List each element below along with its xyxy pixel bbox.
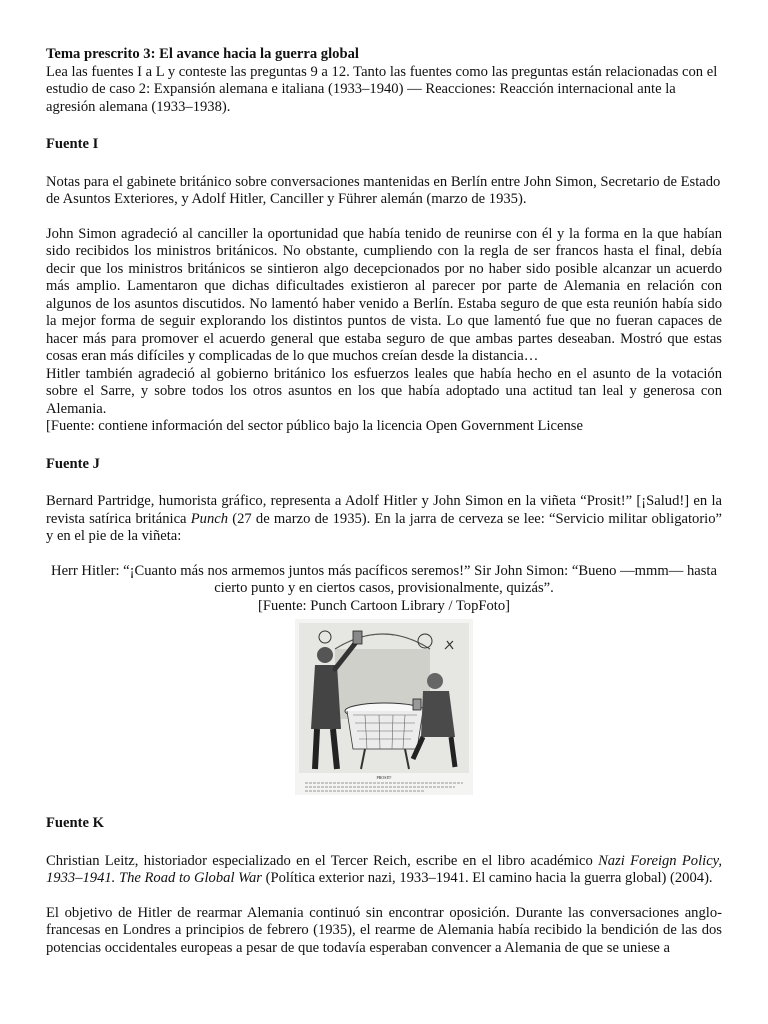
source-k-heading: Fuente K <box>46 815 104 831</box>
source-j-heading: Fuente J <box>46 455 100 472</box>
magazine-name: Punch <box>190 510 229 527</box>
prosit-cartoon-image <box>295 619 473 795</box>
cartoon-credit: [Fuente: Punch Cartoon Library / TopFoto] <box>257 597 511 614</box>
source-k-description-start: Christian Leitz, historiador especializado en el Tercer Reich, escribe en el libro académico <box>46 852 599 869</box>
source-i-paragraph: John Simon agradeció al canciller la oportunidad que había tenido de reunirse con él y la forma en la que habían sido recibidos los ministros británicos. No obstante, cumpliendo con la regla de ser francos hasta el final, debía decir que los ministros británicos se sintieron algo decepcionados por no haber sido posible alcanzar un acuerdo más amplio. Lamentaron que dichas dificultades existieron al parecer por parte de Alemania en relación con algunos de los asuntos discutidos. No lamentó haber venido a Berlín. Estaba seguro de que esta reunión había sido la mejor forma de seguir explorando los distintos puntos de vista. Lo que lamentó fue que no fueran capaces de hacer más para promover el acuerdo general que estaba seguro de que ambas partes deseaban. Mostró que estas cosas eran más difíciles y complicadas de lo que muchos creían desde la distancia… <box>46 225 722 364</box>
source-i-credit: [Fuente: contiene información del sector público bajo la licencia Open Government License <box>46 418 583 434</box>
source-i-paragraph-hitler: Hitler también agradeció al gobierno británico los esfuerzos leales que había hecho en el asunto de la votación sobre el Sarre, y sobre todos los otros asuntos en los que había adoptado una actitud tan leal y generosa con Alemania. <box>46 365 722 417</box>
source-j-description <box>46 493 722 546</box>
cartoon-title-text: PROSIT! <box>376 775 392 780</box>
source-i-description: Notas para el gabinete británico sobre conversaciones mantenidas en Berlín entre John Simon, Secretario de Estado de Asuntos Exteriores, y Adolf Hitler, Canciller y Führer alemán (marzo de 1935). <box>46 173 721 207</box>
book-title: Nazi Foreign Policy, 1933–1941. The Road to Global War <box>46 852 722 886</box>
intro-instructions: Lea las fuentes I a L y conteste las preguntas 9 a 12. Tanto las fuentes como las preguntas están relacionadas con el estudio de caso 2: Expansión alemana e italiana (1933–1940) — Reacciones: Reacción internacional ante la agresión alemana (1933–1938). <box>46 63 718 115</box>
source-j-description-start: Bernard Partridge, humorista gráfico, representa a Adolf Hitler y John Simon en la viñeta “Prosit!” [¡Salud!] en la revista satírica británica <box>46 493 722 527</box>
source-k-paragraph: El objetivo de Hitler de rearmar Alemania continuó sin encontrar oposición. Durante las conversaciones anglo-francesas en Londres a principios de febrero (1935), el rearme de Alemania había recibido la bendición de las dos potencias occidentales europeas a pesar de que todavía esperaban convencer a Alemania de que se uniese a <box>46 904 722 956</box>
source-k-description <box>46 853 722 888</box>
cartoon-caption: Herr Hitler: “¡Cuanto más nos armemos juntos más pacíficos seremos!” Sir John Simon: “Bueno —mmm— hasta cierto punto y en ciertos casos, provisionalmente, quizás”. <box>51 562 717 596</box>
source-k-description-end: (Política exterior nazi, 1933–1941. El camino hacia la guerra global) (2004). <box>261 870 713 886</box>
source-i-heading: Fuente I <box>46 136 99 152</box>
source-j-description-end: (27 de marzo de 1935). En la jarra de cerveza se lee: “Servicio militar obligatorio” y en el pie de la viñeta: <box>46 510 723 544</box>
prescribed-topic-title: Tema prescrito 3: El avance hacia la guerra global <box>46 46 359 62</box>
